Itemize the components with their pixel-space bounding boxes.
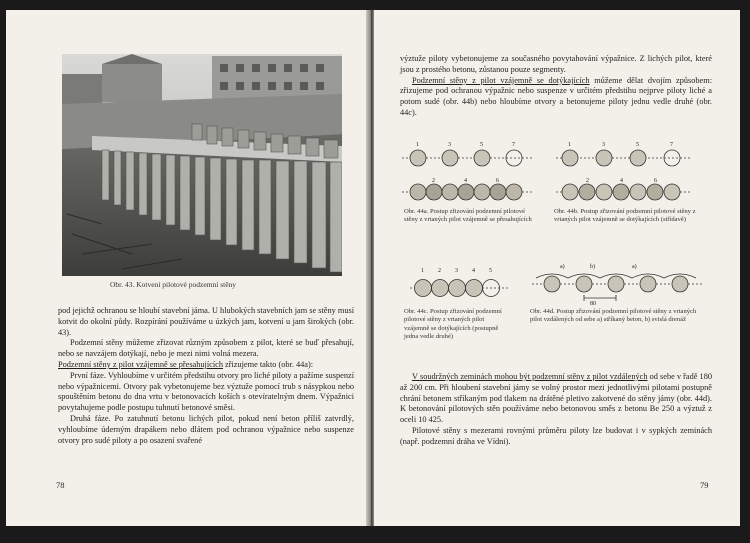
pile-label: 1 bbox=[421, 268, 424, 274]
figure-44b-caption: Obr. 44b. Postup zřizování podzemní pilotové stěny z vrtaných pilot vzájemně se dotýkajících (střídavě) bbox=[554, 208, 696, 224]
pile-label: 5 bbox=[636, 142, 639, 148]
pile-label: 3 bbox=[448, 142, 451, 148]
text: od sebe v řadě 180 až 200 cm. Při hloubení stavební jámy se volný prostor mezi jednotlivými pilotami postupně chrání betonem stříkaným pod tlakem na drátěné pletivo zakotvené do stěny jámy (obr. 44d). K betonování pilotových stěn používáme nebo betonovou směs z betonu Be 250 a výztuž z oceli 10 425. bbox=[400, 372, 712, 425]
detail-label: a) bbox=[632, 264, 637, 270]
pile-label: 7 bbox=[512, 142, 515, 148]
underlined-phrase: Podzemní stěny z pilot vzájemně se dotýkajících bbox=[412, 75, 590, 85]
pile-label: 7 bbox=[670, 142, 673, 148]
pile-label: 1 bbox=[416, 142, 419, 148]
pile-label: 2 bbox=[586, 178, 589, 184]
pile-label: 5 bbox=[480, 142, 483, 148]
paragraph: Pilotové stěny s mezerami rovnými průměru piloty lze budovat i v sypkých zeminách (např. podzemní dráha ve Vídni). bbox=[400, 425, 712, 446]
dimension-label: 80 bbox=[590, 301, 596, 307]
left-page bbox=[6, 10, 368, 526]
paragraph: Druhá fáze. Po zatuhnutí betonu lichých pilot, pokud není beton příliš zatvrdlý, vyhloubíme úderným drapákem nebo dlátem pod ochranou výpažnice nebo suspenze otvory pro sudé piloty a po osazení svařené bbox=[58, 413, 354, 445]
figure-44a-caption: Obr. 44a. Postup zřizování podzemní pilotové stěny z vrtaných pilot vzájemně se přesahujících bbox=[404, 208, 532, 224]
construction-photo-image bbox=[62, 54, 342, 276]
underlined-phrase: V soudržných zeminách mohou být podzemní stěny z pilot vzdálených bbox=[412, 372, 648, 381]
paragraph bbox=[58, 360, 354, 371]
detail-label: b) bbox=[590, 264, 595, 270]
text: zřizujeme takto (obr. 44a): bbox=[222, 359, 314, 369]
pile-label: 3 bbox=[602, 142, 605, 148]
right-body-text-top bbox=[400, 54, 712, 119]
page-number: 79 bbox=[700, 480, 709, 490]
left-body-text bbox=[58, 306, 354, 446]
paragraph: Podzemní stěny můžeme zřizovat různým způsobem z pilot, které se buď přesahují, nebo se navzájem dotýkají, nebo je mezi nimi volná mezera. bbox=[58, 338, 354, 359]
figure-44d bbox=[532, 258, 702, 308]
paragraph bbox=[400, 76, 712, 119]
text: můžeme dělat dvojím způsobem: zřizujeme pod ochranou výpažnic nebo suspenze v určitém předstihu nejprve piloty liché a potom sudé (obr. 44b) nebo hloubíme otvory a betonujeme piloty jednu vedle druhé (obr. 44c). bbox=[400, 75, 713, 117]
detail-label: a) bbox=[560, 264, 565, 270]
pile-label: 5 bbox=[489, 268, 492, 274]
figure-44b bbox=[556, 138, 692, 202]
pile-label: 4 bbox=[620, 178, 623, 184]
right-page bbox=[374, 10, 740, 526]
pile-label: 1 bbox=[568, 142, 571, 148]
pile-label: 2 bbox=[438, 268, 441, 274]
page-number: 78 bbox=[56, 480, 65, 490]
pile-label: 6 bbox=[496, 178, 499, 184]
figure-44a bbox=[402, 138, 532, 202]
figure-44c bbox=[410, 264, 510, 300]
figure-44c-caption: Obr. 44c. Postup zřizování podzemní pilotové stěny z vrtaných pilot vzájemně se dotýkajících (postupně jedna vedle druhé) bbox=[404, 308, 502, 341]
paragraph: výztuže piloty vybetonujeme za současného povytahování výpažnice. Z lichých pilot, které jsou z prostého betonu, zůstanou pouze segmenty. bbox=[400, 54, 712, 74]
right-body-text-bottom bbox=[400, 372, 712, 448]
paragraph bbox=[400, 372, 712, 426]
underlined-phrase: Podzemní stěny z pilot vzájemně se přesahujících bbox=[58, 359, 223, 369]
paragraph: pod jejichž ochranou se hloubí stavební jáma. U hlubokých stavebních jam se stěny musí kotvit do okolní půdy. Rozpírání používáme u úzkých jam, kotvení u jam širokých (obr. 43). bbox=[58, 306, 354, 337]
pile-label: 2 bbox=[432, 178, 435, 184]
pile-label: 4 bbox=[464, 178, 467, 184]
figure-44d-caption: Obr. 44d. Postup zřizování podzemní pilotové stěny z vrtaných pilot vzdálených od sebe a) stříkaný beton, b) svislá drenáž bbox=[530, 308, 697, 324]
pile-label: 6 bbox=[654, 178, 657, 184]
pile-label: 3 bbox=[455, 268, 458, 274]
pile-label: 4 bbox=[472, 268, 475, 274]
photo-caption: Obr. 43. Kotvení pilotové podzemní stěny bbox=[110, 280, 237, 289]
paragraph: První fáze. Vyhloubíme v určitém předstihu otvory pro liché piloty a pažíme suspenzí nebo výpažnicemi. Otvory pak vybetonujeme bez výztuže pomocí trub s násypkou nebo spouštěním betonu do dna vrtu v betonovacích koších s otevíratelným dnem. Výpažnici povytahujeme podle postupu tuhnutí betonové směsi. bbox=[58, 370, 354, 413]
construction-photo bbox=[62, 54, 342, 276]
